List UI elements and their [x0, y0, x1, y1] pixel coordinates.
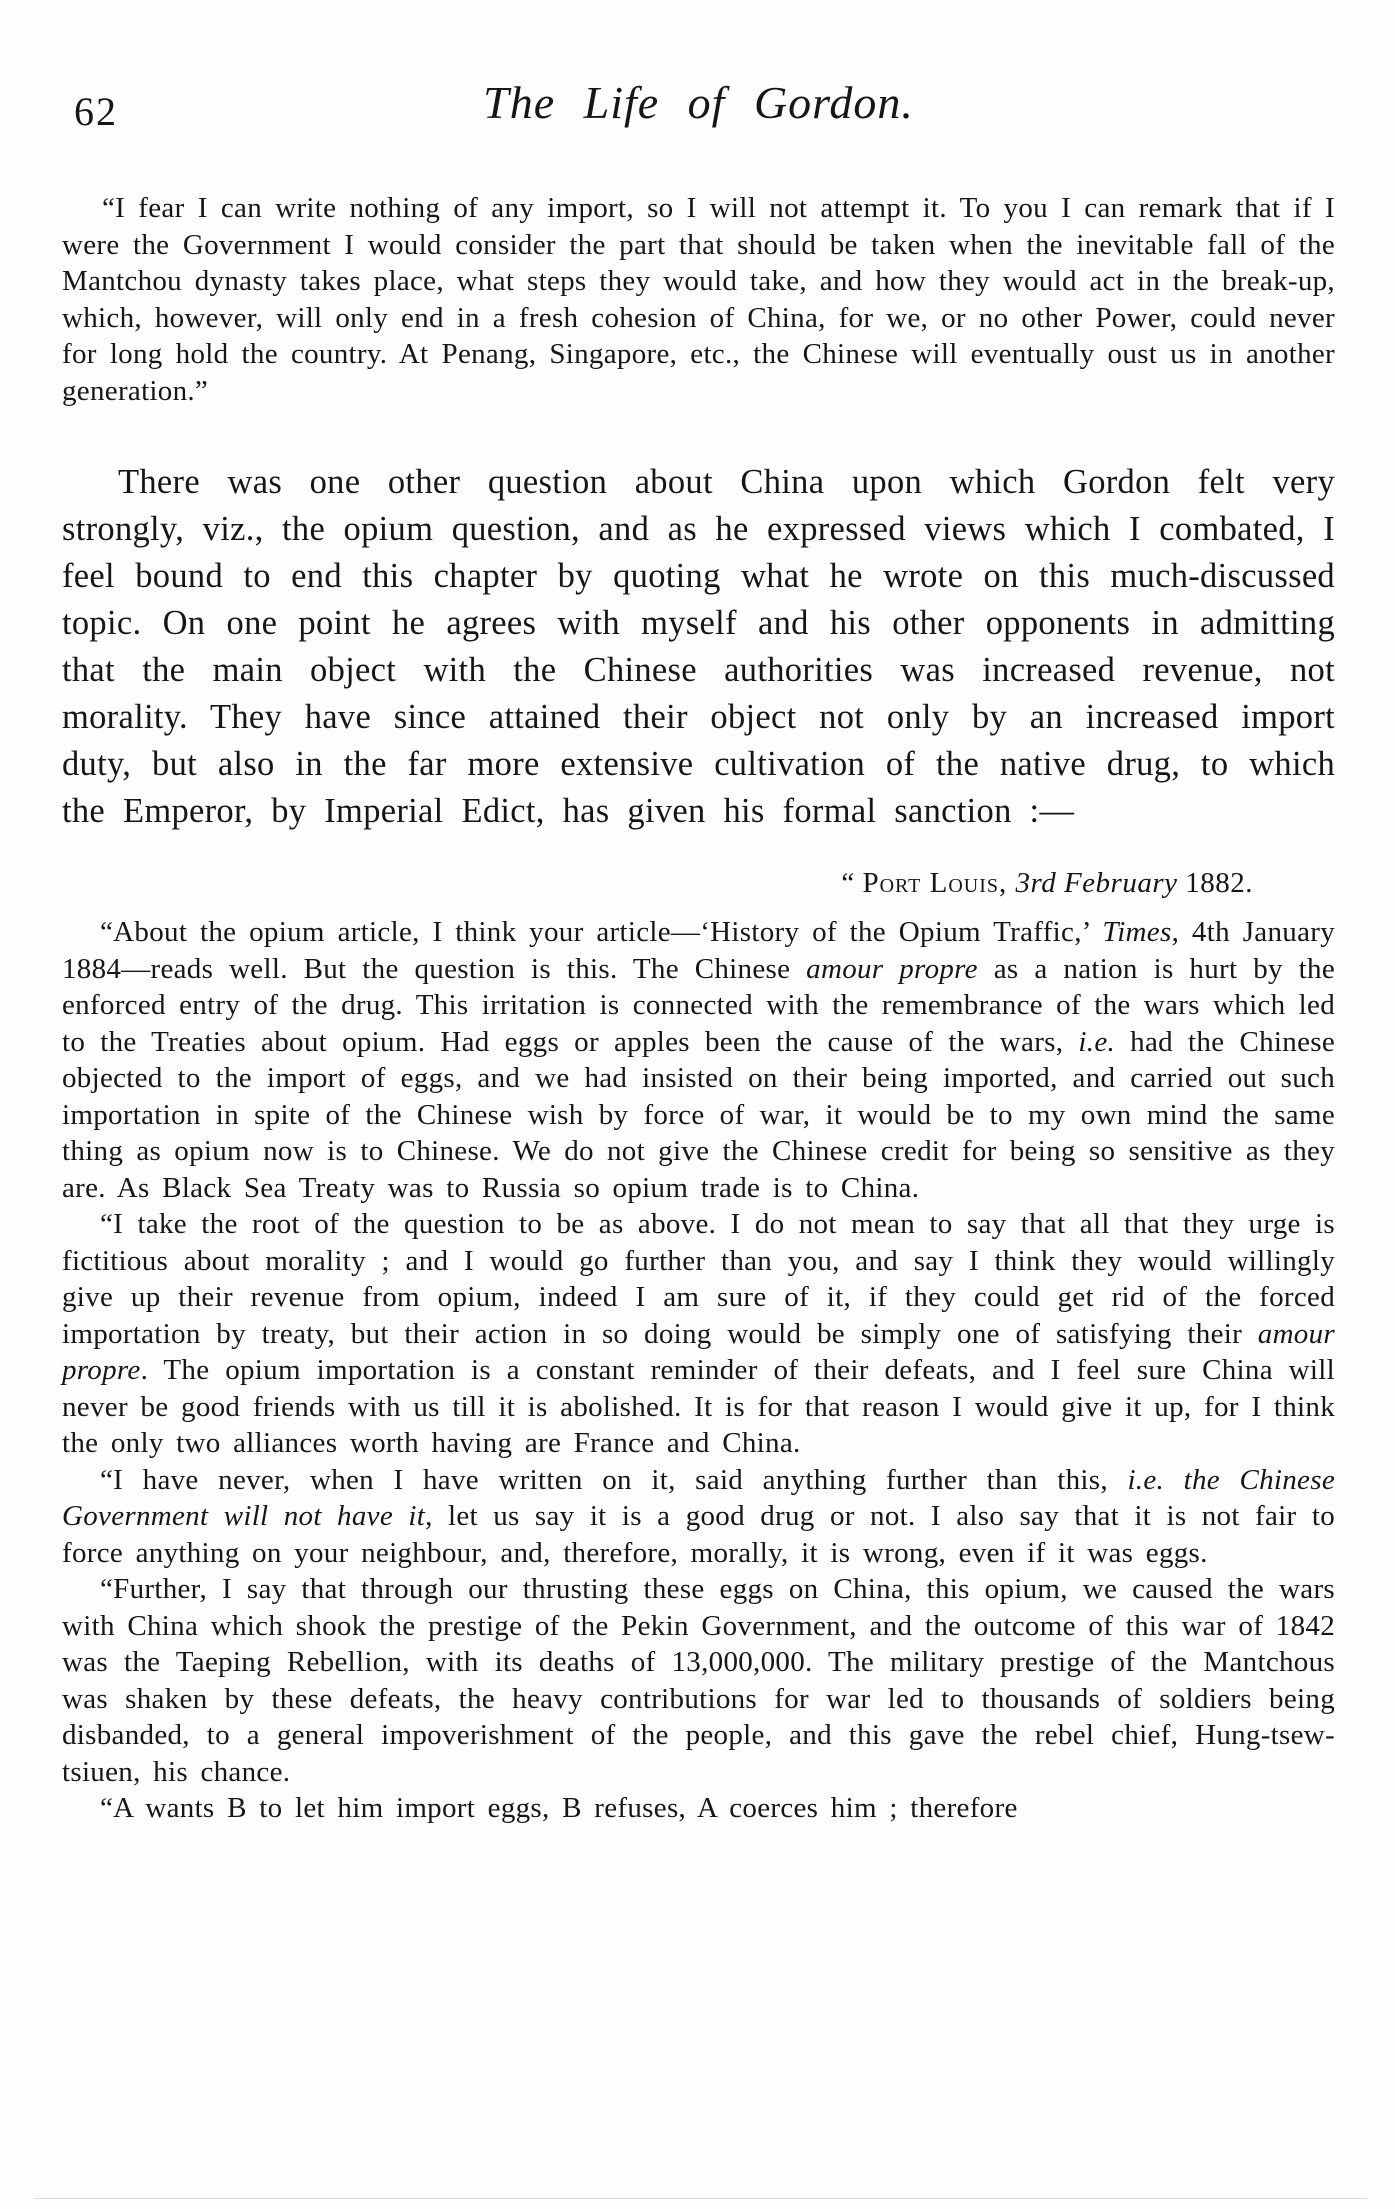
dateline-date: 3rd February — [1015, 867, 1178, 899]
letter-dateline — [62, 867, 1335, 900]
running-title: The Life of Gordon. — [483, 77, 914, 128]
intro-quote-paragraph: “I fear I can write nothing of any import, so I will not attempt it. To you I can remark that if I were the Government I would consider the part that should be taken when the inevitable fall of the Mantchou dynasty takes place, what steps they would take, and how they would act in the break-up, which, however, will only end in a fresh cohesion of China, for we, or no other Power, could never for long hold the country. At Penang, Singapore, etc., the Chinese will eventually oust us in another generation.” — [62, 192, 1335, 407]
letter-paragraph-5: “A wants B to let him import eggs, B refuses, A coerces him ; therefore — [100, 1792, 1018, 1824]
letter-paragraph-3: “I have never, when I have written on it, said anything further than this, i.e. the Chinese Government will not have it, let us say it is a good drug or not. I also say that it is not fair to force anything on your neighbour, and, therefore, morally, it is wrong, even if it was eggs. — [62, 1463, 1335, 1569]
dateline-open-quote: “ — [841, 867, 863, 899]
letter-paragraph-1: “About the opium article, I think your article—‘History of the Opium Traffic,’ Times, 4th January 1884—reads well. But the question is this. The Chinese amour propre as a nation is hurt by the enforced entry of the drug. This irritation is connected with the remembrance of the wars which led to the Treaties about opium. Had eggs or apples been the cause of the wars, i.e. had the Chinese objected to the import of eggs, and we had insisted on their being imported, and carried out such importation in spite of the Chinese wish by force of war, it would be to my own mind the same thing as opium now is to Chinese. We do not give the Chinese credit for being so sensitive as they are. As Black Sea Treaty was to Russia so opium trade is to China. — [62, 916, 1336, 1204]
dateline-place: Port Louis, — [862, 867, 1016, 899]
scan-artifact-line — [34, 2198, 1367, 2199]
page-header — [62, 76, 1335, 140]
letter-paragraph-4: “Further, I say that through our thrusting these eggs on China, this opium, we caused the wars with China which shook the prestige of the Pekin Government, and the outcome of this war of 1842 was the Taeping Rebellion, with its deaths of 13,000,000. The military prestige of the Mantchous was shaken by these defeats, the heavy contributions for war led to thousands of soldiers being disbanded, to a general impoverishment of the people, and this gave the rebel chief, Hung-tsew-tsiuen, his chance. — [62, 1573, 1335, 1788]
page-number: 62 — [74, 89, 118, 134]
letter-paragraph-2: “I take the root of the question to be as above. I do not mean to say that all that they urge is fictitious about morality ; and I would go further than you, and say I think they would willingly give up their revenue from opium, indeed I am sure of it, if they could get rid of the forced importation by treaty, but their action in so doing would be simply one of satisfying their amour propre. The opium importation is a constant reminder of their defeats, and I feel sure China will never be good friends with us till it is abolished. It is for that reason I would give it up, for I think the only two alliances worth having are France and China. — [62, 1208, 1335, 1459]
dateline-year: 1882. — [1177, 867, 1253, 899]
body-paragraph: There was one other question about China upon which Gordon felt very strongly, viz., the opium question, and as he expressed views which I combated, I feel bound to end this chapter by quoting what he wrote on this much-discussed topic. On one point he agrees with myself and his other opponents in admitting that the main object with the Chinese authorities was increased revenue, not morality. They have since attained their object not only by an increased import duty, but also in the far more extensive cultivation of the native drug, to which the Emperor, by Imperial Edict, has given his formal sanction :— — [62, 463, 1335, 830]
